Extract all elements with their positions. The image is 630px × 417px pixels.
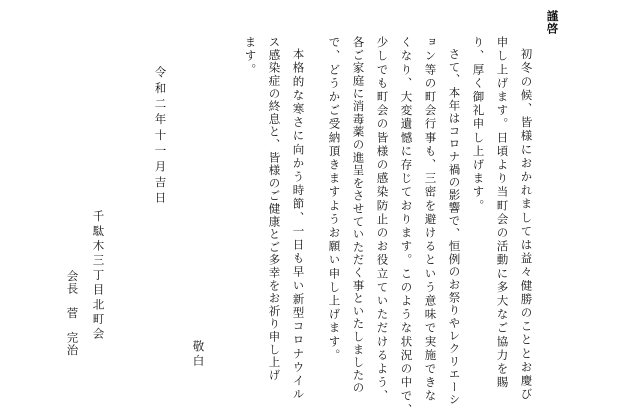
body-line-5: ョン等の町会行事も、三密を避けるという意味で実施できな	[423, 36, 438, 404]
date: 令和二年十一月吉日	[153, 66, 168, 208]
signature	[66, 270, 78, 357]
body-line-1: 初冬の候、皆様におかれましては益々健勝のこととお慶び	[519, 48, 534, 402]
body-line-6: くなり、大変遺憾に存じております。このような状況の中で、	[399, 36, 414, 417]
body-line-10: 本格的な寒さに向かう時節、一日も早い新型コロナウイル	[291, 48, 306, 402]
closing: 敬白	[191, 340, 206, 369]
body-line-4: さて、本年はコロナ禍の影響で、恒例のお祭りやレクリエーシ	[447, 48, 462, 407]
body-line-3: り、厚く御礼申し上げます。	[471, 36, 486, 213]
body-line-12: ます。	[243, 36, 258, 77]
signer-name-family: 菅	[65, 307, 80, 320]
body-line-2: 申し上げます。日頃より当町会の活動に多大なご協力を賜	[495, 36, 510, 390]
organization: 千駄木三丁目北町会	[91, 210, 106, 343]
signer-name-given: 完治	[65, 331, 80, 357]
body-line-11: ス感染症の終息と、皆様のご健康とご多幸をお祈り申し上げ	[267, 36, 282, 382]
body-line-7: 少しでも町会の皆様の感染防止のお役立ていただけるよう、	[375, 36, 390, 404]
signer-title: 会長	[65, 270, 80, 295]
salutation: 謹啓	[545, 10, 560, 35]
body-line-9: で、どうかご受納頂きますようお願い申し上げます。	[327, 36, 342, 363]
body-line-8: 各ご家庭に消毒薬の進呈をさせていただく事といたしましたの	[351, 36, 366, 395]
